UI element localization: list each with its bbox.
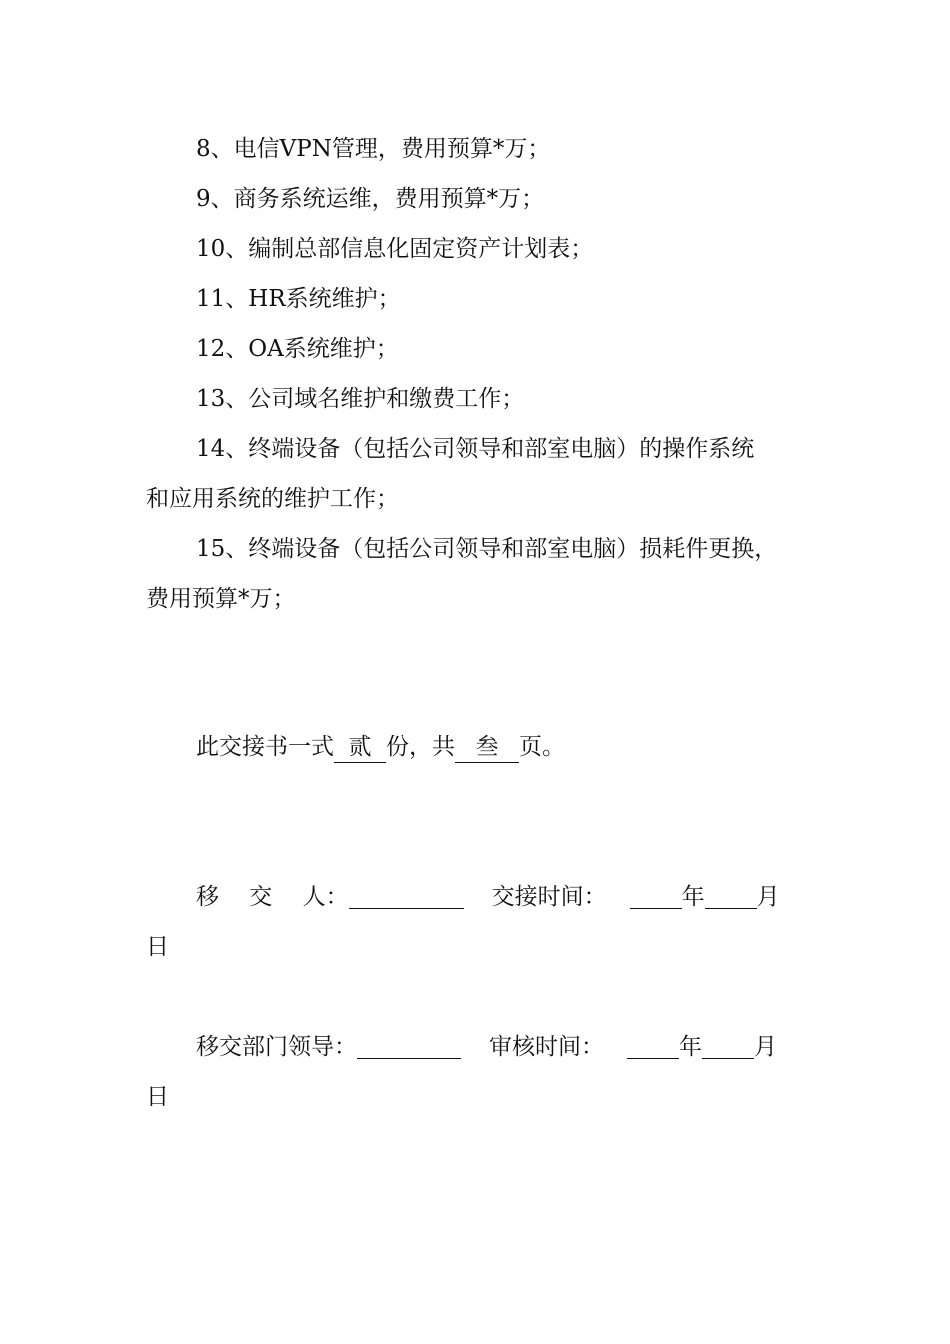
handover-year-blank[interactable]	[630, 878, 682, 909]
handover-month-blank[interactable]	[705, 878, 757, 909]
handover-person-blank[interactable]	[349, 878, 464, 909]
list-item-12: 12、OA系统维护；	[196, 336, 399, 362]
approval-month-blank[interactable]	[702, 1028, 754, 1059]
list-item-8: 8、电信VPN管理，费用预算*万；	[196, 136, 551, 162]
approval-year-label: 年	[679, 1034, 702, 1060]
list-item-13: 13、公司域名维护和缴费工作；	[196, 386, 525, 412]
copies-count: 贰	[334, 732, 386, 763]
approval-month-label: 月	[754, 1034, 777, 1060]
handover-month-label: 月	[756, 884, 780, 910]
list-item-14: 14、终端设备（包括公司领导和部室电脑）的操作系统	[196, 436, 755, 462]
approval-signature-row	[196, 1022, 836, 1072]
handover-year-label: 年	[681, 884, 705, 910]
handover-signature-row	[196, 872, 836, 922]
approval-day-label: 日	[146, 1084, 169, 1110]
list-item-14-continued: 和应用系统的维护工作；	[146, 486, 399, 512]
copies-mid: 份，共	[386, 734, 455, 760]
handover-time-label: 交接时间：	[491, 884, 607, 910]
copies-statement	[196, 722, 836, 772]
list-item-15: 15、终端设备（包括公司领导和部室电脑）损耗件更换，	[196, 536, 778, 562]
list-item-10: 10、编制总部信息化固定资产计划表；	[196, 236, 594, 262]
list-item-11: 11、HR系统维护；	[196, 286, 401, 312]
list-item-9: 9、商务系统运维，费用预算*万；	[196, 186, 545, 212]
copies-suffix: 页。	[519, 734, 565, 760]
approval-person-blank[interactable]	[357, 1028, 461, 1059]
list-item-15-continued: 费用预算*万；	[146, 586, 296, 612]
approval-year-blank[interactable]	[627, 1028, 679, 1059]
handover-person-label: 移 交 人：	[196, 884, 349, 910]
approval-time-label: 审核时间：	[489, 1034, 604, 1060]
copies-prefix: 此交接书一式	[196, 734, 334, 760]
approval-person-label: 移交部门领导：	[196, 1034, 357, 1060]
handover-day-label: 日	[146, 934, 169, 960]
copies-pages: 叁	[455, 732, 519, 763]
